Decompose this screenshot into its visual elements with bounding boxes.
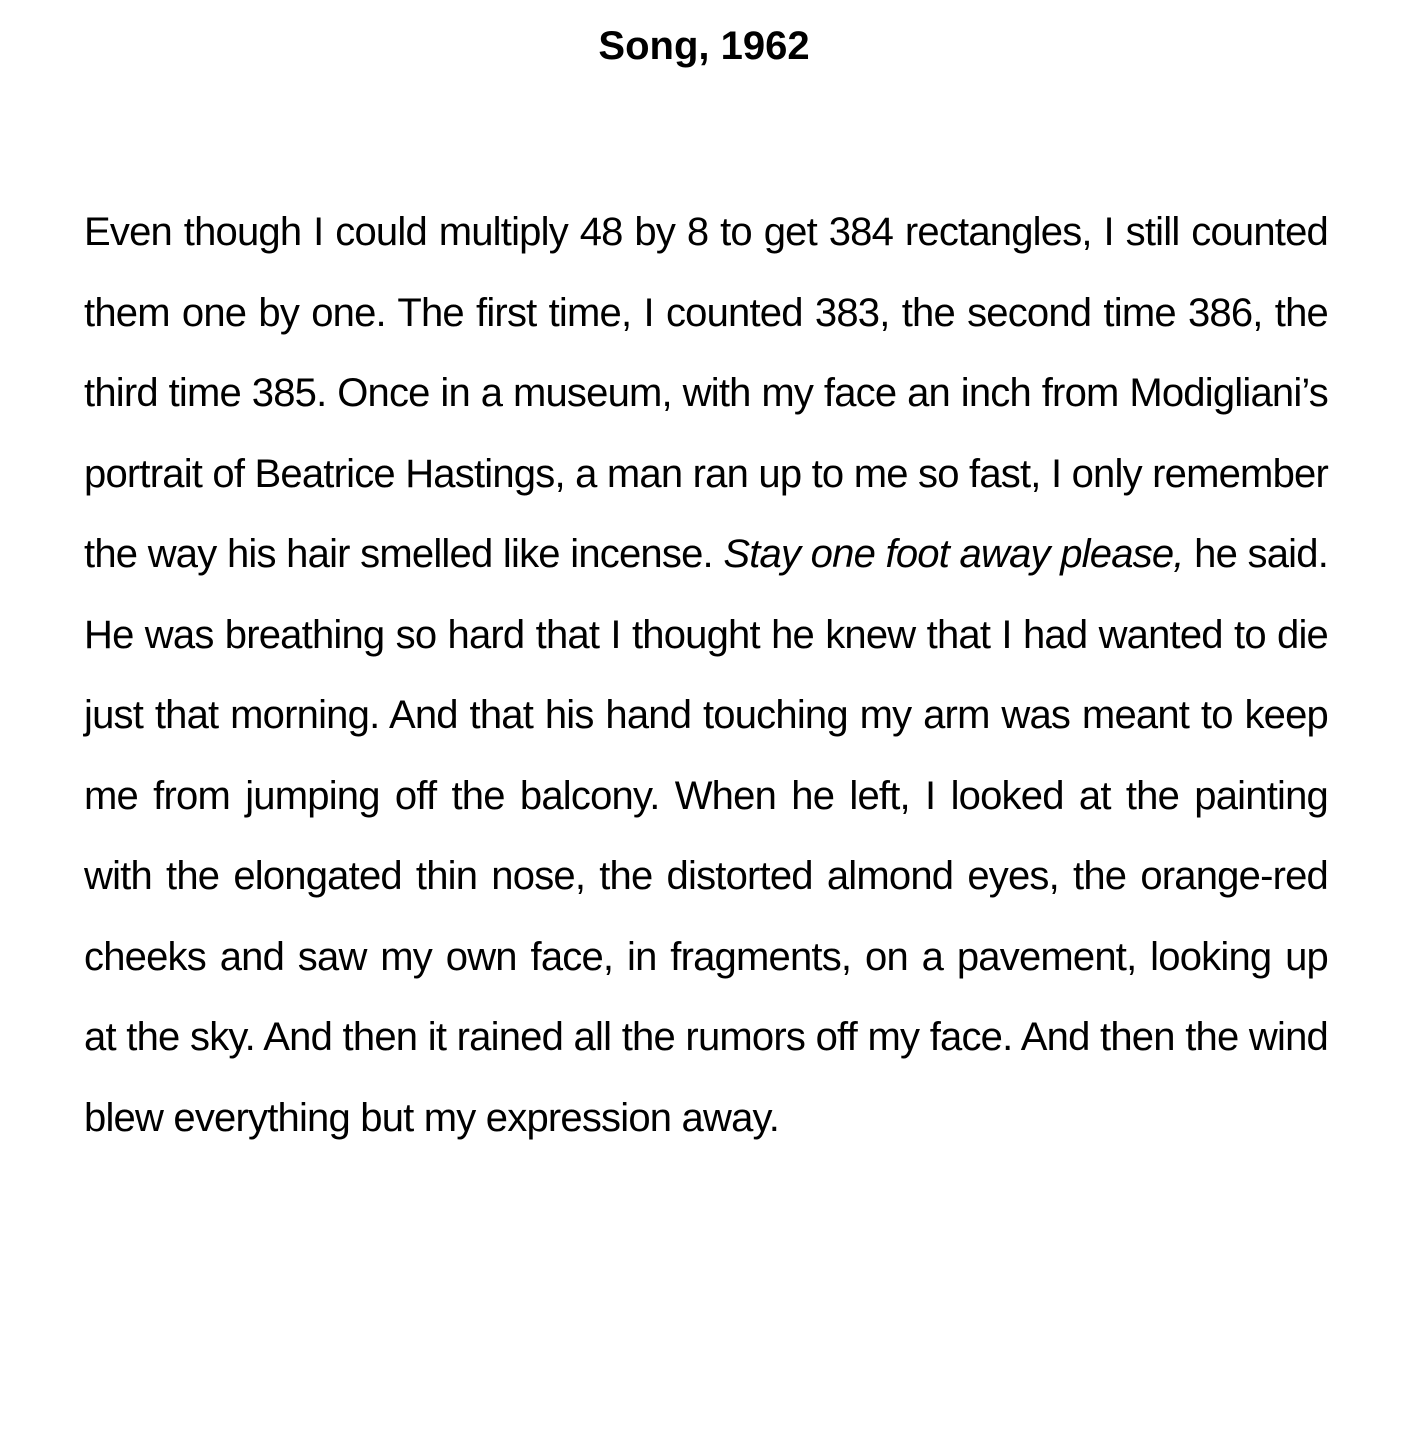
paragraph-italic-quote: Stay one foot away please, xyxy=(723,532,1184,576)
paragraph-text-part-2: he said. He was breathing so hard that I thought he knew that I had wanted to die just that morning. And that his hand touching my arm was meant to keep me from jumping off the balcony. When he left, I looked at the painting with the elongated thin nose, the distorted almond eyes, the orange-red cheeks and saw my own face, in fragments, on a pavement, looking up at the sky. And then it rained all the rumors off my face. And then the wind blew everything but my expression away. xyxy=(84,532,1329,1140)
document-title: Song, 1962 xyxy=(598,24,810,68)
paragraph-text-part-1: Even though I could multiply 48 by 8 to get 384 rectangles, I still counted them one by one. The first time, I counted 383, the second time 386, the third time 385. Once in a museum, with my face an inch from Modigliani’s portrait of Beatrice Hastings, a man ran up to me so fast, I only remember the way his hair smelled like incense. xyxy=(84,210,1328,576)
poem-paragraph xyxy=(84,192,1328,1158)
